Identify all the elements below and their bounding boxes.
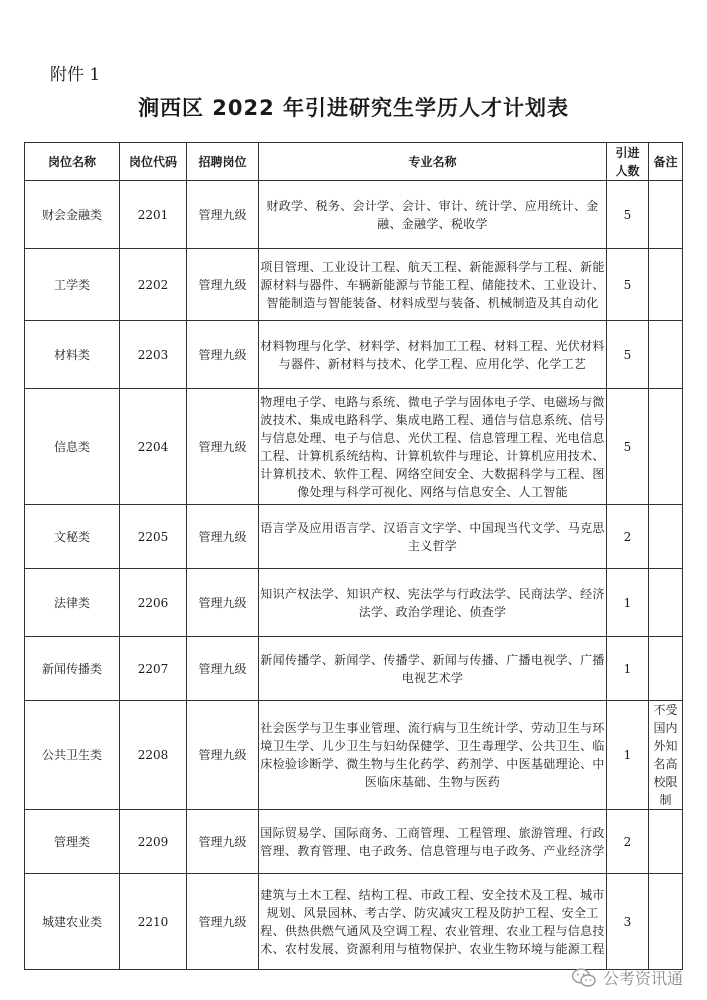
talent-plan-table	[24, 142, 683, 970]
table-row	[25, 389, 683, 505]
header-note: 备注	[649, 143, 683, 181]
table-row	[25, 701, 683, 810]
cell-code: 2203	[120, 321, 187, 389]
header-count	[607, 143, 649, 181]
header-count-line2: 人数	[615, 163, 640, 178]
cell-major: 物理电子学、电路与系统、微电子学与固体电子学、电磁场与微波技术、集成电路科学、集成电路工程、通信与信息系统、信号与信息处理、电子与信息、光伏工程、信息管理工程、光电信息工程、计算机系统结构、计算机软件与理论、计算机应用技术、计算机技术、软件工程、网络空间安全、大数据科学与工程、图像处理与科学可视化、网络与信息安全、人工智能	[259, 389, 607, 505]
cell-count: 5	[607, 249, 649, 321]
table-row	[25, 874, 683, 970]
cell-post: 管理九级	[187, 810, 259, 874]
cell-code: 2201	[120, 181, 187, 249]
table-row	[25, 321, 683, 389]
page-title: 涧西区 2022 年引进研究生学历人才计划表	[137, 96, 570, 120]
header-major: 专业名称	[259, 143, 607, 181]
table-row	[25, 505, 683, 569]
watermark-text: 公考资讯通	[602, 969, 683, 988]
cell-code: 2209	[120, 810, 187, 874]
cell-code: 2208	[120, 701, 187, 810]
cell-category: 信息类	[25, 389, 120, 505]
cell-note	[649, 181, 683, 249]
table-row	[25, 181, 683, 249]
table-row	[25, 637, 683, 701]
cell-major: 建筑与土木工程、结构工程、市政工程、安全技术及工程、城市规划、风景园林、考古学、防灾减灾工程及防护工程、安全工程、供热供燃气通风及空调工程、农业管理、农业工程与信息技术、农村发展、资源利用与植物保护、农业生物环境与能源工程	[259, 874, 607, 970]
cell-code: 2204	[120, 389, 187, 505]
cell-post: 管理九级	[187, 701, 259, 810]
cell-note	[649, 321, 683, 389]
cell-count: 5	[607, 321, 649, 389]
cell-category: 材料类	[25, 321, 120, 389]
cell-post: 管理九级	[187, 569, 259, 637]
cell-code: 2210	[120, 874, 187, 970]
cell-note	[649, 569, 683, 637]
cell-count: 2	[607, 505, 649, 569]
cell-note	[649, 249, 683, 321]
table-row	[25, 569, 683, 637]
cell-count: 3	[607, 874, 649, 970]
cell-code: 2207	[120, 637, 187, 701]
cell-major: 社会医学与卫生事业管理、流行病与卫生统计学、劳动卫生与环境卫生学、儿少卫生与妇幼保健学、卫生毒理学、公共卫生、临床检验诊断学、微生物与生化药学、药剂学、中医基础理论、中医临床基础、生物与医药	[259, 701, 607, 810]
cell-post: 管理九级	[187, 321, 259, 389]
cell-code: 2202	[120, 249, 187, 321]
cell-note: 不受国内外知名高校限制	[649, 701, 683, 810]
cell-count: 5	[607, 389, 649, 505]
table-row	[25, 249, 683, 321]
cell-category: 工学类	[25, 249, 120, 321]
cell-note	[649, 874, 683, 970]
cell-major: 项目管理、工业设计工程、航天工程、新能源科学与工程、新能源材料与器件、车辆新能源与节能工程、储能技术、工业设计、智能制造与智能装备、材料成型与装备、机械制造及其自动化	[259, 249, 607, 321]
header-category: 岗位名称	[25, 143, 120, 181]
wechat-icon	[571, 968, 597, 988]
table-header-row	[25, 143, 683, 181]
cell-count: 2	[607, 810, 649, 874]
cell-post: 管理九级	[187, 181, 259, 249]
cell-category: 新闻传播类	[25, 637, 120, 701]
cell-major: 语言学及应用语言学、汉语言文字学、中国现当代文学、马克思主义哲学	[259, 505, 607, 569]
cell-post: 管理九级	[187, 637, 259, 701]
cell-category: 法律类	[25, 569, 120, 637]
cell-category: 财会金融类	[25, 181, 120, 249]
watermark	[571, 966, 683, 989]
table-row	[25, 810, 683, 874]
cell-major: 国际贸易学、国际商务、工商管理、工程管理、旅游管理、行政管理、教育管理、电子政务、信息管理与电子政务、产业经济学	[259, 810, 607, 874]
cell-count: 1	[607, 637, 649, 701]
cell-count: 5	[607, 181, 649, 249]
header-count-line1: 引进	[615, 145, 640, 160]
header-code: 岗位代码	[120, 143, 187, 181]
cell-post: 管理九级	[187, 249, 259, 321]
cell-count: 1	[607, 701, 649, 810]
cell-major: 新闻传播学、新闻学、传播学、新闻与传播、广播电视学、广播电视艺术学	[259, 637, 607, 701]
attachment-label: 附件 1	[50, 65, 101, 85]
cell-major: 材料物理与化学、材料学、材料加工工程、材料工程、光伏材料与器件、新材料与技术、化学工程、应用化学、化学工艺	[259, 321, 607, 389]
cell-category: 城建农业类	[25, 874, 120, 970]
cell-major: 财政学、税务、会计学、会计、审计、统计学、应用统计、金融、金融学、税收学	[259, 181, 607, 249]
cell-code: 2206	[120, 569, 187, 637]
cell-category: 公共卫生类	[25, 701, 120, 810]
cell-category: 管理类	[25, 810, 120, 874]
cell-post: 管理九级	[187, 389, 259, 505]
cell-code: 2205	[120, 505, 187, 569]
cell-note	[649, 637, 683, 701]
cell-major: 知识产权法学、知识产权、宪法学与行政法学、民商法学、经济法学、政治学理论、侦查学	[259, 569, 607, 637]
cell-count: 1	[607, 569, 649, 637]
cell-note	[649, 810, 683, 874]
cell-post: 管理九级	[187, 505, 259, 569]
header-post: 招聘岗位	[187, 143, 259, 181]
cell-post: 管理九级	[187, 874, 259, 970]
cell-note	[649, 505, 683, 569]
cell-note	[649, 389, 683, 505]
cell-category: 文秘类	[25, 505, 120, 569]
